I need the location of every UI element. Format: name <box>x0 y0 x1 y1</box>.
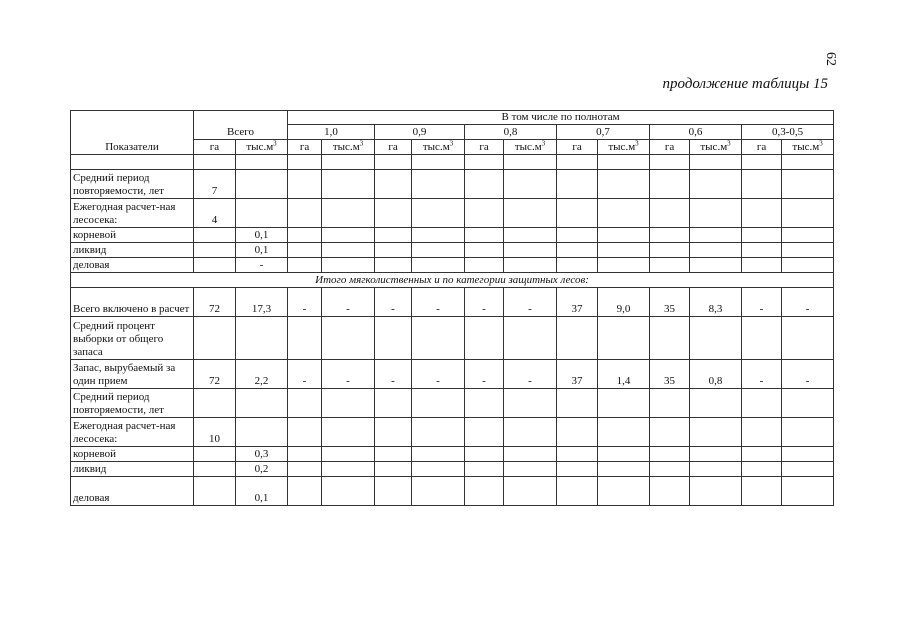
value-cell <box>375 389 412 418</box>
value-cell <box>465 462 504 477</box>
header-unit-ha: га <box>194 140 236 155</box>
value-cell <box>690 228 742 243</box>
value-cell <box>504 389 557 418</box>
row-label: Ежегодная расчет-ная лесосека: <box>71 199 194 228</box>
value-cell <box>742 477 782 506</box>
value-cell <box>504 258 557 273</box>
table-row <box>71 447 834 462</box>
table-row <box>71 477 834 506</box>
value-cell <box>504 243 557 258</box>
value-cell <box>412 389 465 418</box>
value-cell <box>322 389 375 418</box>
value-cell <box>236 389 288 418</box>
value-cell <box>650 243 690 258</box>
empty-cell <box>557 155 598 170</box>
value-cell <box>375 477 412 506</box>
value-cell <box>288 317 322 360</box>
row-label: Средний процент выборки от общего запаса <box>71 317 194 360</box>
header-unit-vol: $тыс.м^3$ <box>412 140 465 155</box>
value-cell <box>650 418 690 447</box>
header-density: 0,3-0,5 <box>742 125 834 140</box>
value-cell: 72 <box>194 360 236 389</box>
unit-superscript: 3 <box>635 139 639 148</box>
value-cell <box>375 462 412 477</box>
table-row <box>71 389 834 418</box>
value-cell <box>236 418 288 447</box>
value-cell <box>412 228 465 243</box>
value-cell: - <box>375 288 412 317</box>
value-cell <box>557 477 598 506</box>
value-cell: 0,3 <box>236 447 288 462</box>
table-header <box>71 111 834 155</box>
value-cell <box>375 228 412 243</box>
value-cell <box>412 199 465 228</box>
value-cell <box>194 477 236 506</box>
value-cell: 10 <box>194 418 236 447</box>
value-cell <box>322 317 375 360</box>
section-row <box>71 273 834 288</box>
value-cell <box>322 199 375 228</box>
value-cell: - <box>412 288 465 317</box>
value-cell <box>598 170 650 199</box>
header-unit-ha: га <box>650 140 690 155</box>
value-cell <box>690 317 742 360</box>
value-cell <box>650 462 690 477</box>
value-cell <box>504 418 557 447</box>
table-row <box>71 228 834 243</box>
empty-cell <box>690 155 742 170</box>
value-cell <box>690 199 742 228</box>
row-label: Ежегодная расчет-ная лесосека: <box>71 418 194 447</box>
value-cell <box>598 317 650 360</box>
value-cell: - <box>504 360 557 389</box>
empty-cell <box>782 155 834 170</box>
table-row <box>71 288 834 317</box>
section-title: Итого мягколиственных и по категории защитных лесов: <box>71 273 834 288</box>
value-cell <box>598 418 650 447</box>
row-label: деловая <box>71 258 194 273</box>
value-cell <box>742 170 782 199</box>
value-cell <box>504 477 557 506</box>
value-cell <box>782 170 834 199</box>
row-label: Средний период повторяемости, лет <box>71 389 194 418</box>
value-cell <box>690 243 742 258</box>
value-cell <box>742 228 782 243</box>
value-cell <box>194 228 236 243</box>
value-cell <box>412 258 465 273</box>
empty-cell <box>236 155 288 170</box>
value-cell <box>504 317 557 360</box>
value-cell <box>598 228 650 243</box>
unit-superscript: 3 <box>727 139 731 148</box>
value-cell <box>322 243 375 258</box>
value-cell <box>465 258 504 273</box>
value-cell <box>412 462 465 477</box>
value-cell <box>782 389 834 418</box>
value-cell <box>742 258 782 273</box>
empty-cell <box>322 155 375 170</box>
empty-cell <box>650 155 690 170</box>
value-cell <box>782 199 834 228</box>
value-cell <box>598 477 650 506</box>
header-unit-ha: га <box>557 140 598 155</box>
value-cell <box>412 447 465 462</box>
value-cell <box>557 462 598 477</box>
table-row <box>71 317 834 360</box>
value-cell: - <box>412 360 465 389</box>
empty-cell <box>412 155 465 170</box>
header-density: 1,0 <box>288 125 375 140</box>
value-cell <box>412 477 465 506</box>
header-unit-vol: $тыс.м^3$ <box>782 140 834 155</box>
value-cell <box>465 418 504 447</box>
value-cell <box>236 317 288 360</box>
value-cell <box>557 317 598 360</box>
value-cell <box>782 317 834 360</box>
value-cell: 35 <box>650 360 690 389</box>
value-cell <box>598 447 650 462</box>
empty-cell <box>375 155 412 170</box>
empty-cell <box>465 155 504 170</box>
value-cell <box>598 243 650 258</box>
value-cell <box>598 462 650 477</box>
value-cell: 0,1 <box>236 477 288 506</box>
value-cell <box>194 447 236 462</box>
value-cell: - <box>782 360 834 389</box>
value-cell: 2,2 <box>236 360 288 389</box>
value-cell: 0,2 <box>236 462 288 477</box>
value-cell <box>782 462 834 477</box>
value-cell <box>504 447 557 462</box>
value-cell <box>690 477 742 506</box>
value-cell: - <box>288 360 322 389</box>
value-cell <box>690 258 742 273</box>
value-cell: - <box>742 288 782 317</box>
unit-superscript: 3 <box>273 139 277 148</box>
value-cell <box>288 170 322 199</box>
value-cell <box>322 447 375 462</box>
value-cell <box>557 447 598 462</box>
table-row <box>71 199 834 228</box>
header-row <box>71 111 834 125</box>
row-label: Запас, вырубаемый за один прием <box>71 360 194 389</box>
value-cell <box>465 447 504 462</box>
value-cell <box>557 243 598 258</box>
value-cell <box>412 243 465 258</box>
header-indicators: Показатели <box>71 111 194 155</box>
row-label: Средний период повторяемости, лет <box>71 170 194 199</box>
value-cell <box>412 418 465 447</box>
header-unit-vol: $тыс.м^3$ <box>322 140 375 155</box>
value-cell <box>236 170 288 199</box>
value-cell <box>690 418 742 447</box>
value-cell: - <box>504 288 557 317</box>
value-cell <box>782 228 834 243</box>
value-cell <box>375 170 412 199</box>
header-density: 0,7 <box>557 125 650 140</box>
value-cell <box>375 317 412 360</box>
value-cell <box>288 477 322 506</box>
table-row <box>71 462 834 477</box>
value-cell <box>557 418 598 447</box>
value-cell <box>650 317 690 360</box>
spacer-row <box>71 155 834 170</box>
value-cell <box>465 199 504 228</box>
value-cell <box>650 228 690 243</box>
unit-superscript: 3 <box>449 139 454 148</box>
value-cell <box>375 418 412 447</box>
value-cell <box>375 258 412 273</box>
value-cell <box>504 170 557 199</box>
value-cell <box>742 447 782 462</box>
header-unit-vol: $тыс.м^3$ <box>236 140 288 155</box>
value-cell <box>598 199 650 228</box>
value-cell <box>557 258 598 273</box>
value-cell: 17,3 <box>236 288 288 317</box>
value-cell: - <box>465 360 504 389</box>
value-cell <box>194 243 236 258</box>
value-cell <box>412 170 465 199</box>
value-cell <box>504 199 557 228</box>
value-cell <box>690 447 742 462</box>
value-cell <box>412 317 465 360</box>
value-cell: - <box>465 288 504 317</box>
value-cell <box>322 228 375 243</box>
value-cell <box>742 243 782 258</box>
value-cell <box>650 389 690 418</box>
value-cell: 9,0 <box>598 288 650 317</box>
value-cell <box>782 418 834 447</box>
value-cell: 8,3 <box>690 288 742 317</box>
value-cell <box>650 477 690 506</box>
header-by-density: В том числе по полнотам <box>288 111 834 125</box>
value-cell <box>375 199 412 228</box>
empty-cell <box>194 155 236 170</box>
value-cell <box>375 243 412 258</box>
value-cell <box>650 170 690 199</box>
value-cell <box>782 447 834 462</box>
value-cell <box>504 462 557 477</box>
value-cell <box>650 258 690 273</box>
value-cell <box>322 477 375 506</box>
value-cell <box>465 389 504 418</box>
value-cell <box>690 170 742 199</box>
value-cell <box>598 389 650 418</box>
value-cell <box>322 170 375 199</box>
row-label: корневой <box>71 447 194 462</box>
unit-superscript: 3 <box>819 139 823 148</box>
table-row <box>71 418 834 447</box>
value-cell: - <box>288 288 322 317</box>
row-label: ликвид <box>71 243 194 258</box>
value-cell <box>690 462 742 477</box>
value-cell <box>650 199 690 228</box>
value-cell <box>322 462 375 477</box>
value-cell <box>690 389 742 418</box>
value-cell <box>557 228 598 243</box>
value-cell: 0,1 <box>236 243 288 258</box>
value-cell: - <box>782 288 834 317</box>
value-cell <box>322 258 375 273</box>
header-unit-ha: га <box>465 140 504 155</box>
header-density: 0,6 <box>650 125 742 140</box>
value-cell: 35 <box>650 288 690 317</box>
value-cell: 7 <box>194 170 236 199</box>
value-cell: 0,1 <box>236 228 288 243</box>
data-table <box>70 110 834 506</box>
value-cell <box>650 447 690 462</box>
value-cell <box>742 199 782 228</box>
value-cell: - <box>375 360 412 389</box>
value-cell <box>194 462 236 477</box>
table-row <box>71 170 834 199</box>
header-density: 0,8 <box>465 125 557 140</box>
value-cell <box>782 477 834 506</box>
value-cell <box>465 228 504 243</box>
empty-cell <box>288 155 322 170</box>
value-cell <box>742 462 782 477</box>
value-cell <box>288 228 322 243</box>
value-cell <box>465 317 504 360</box>
value-cell <box>742 317 782 360</box>
value-cell <box>322 418 375 447</box>
header-unit-vol: $тыс.м^3$ <box>504 140 557 155</box>
value-cell <box>194 317 236 360</box>
value-cell <box>288 418 322 447</box>
value-cell: - <box>322 288 375 317</box>
value-cell <box>236 199 288 228</box>
value-cell <box>465 170 504 199</box>
header-unit-vol: $тыс.м^3$ <box>598 140 650 155</box>
header-unit-ha: га <box>742 140 782 155</box>
page-number: 62 <box>823 52 838 66</box>
value-cell <box>557 170 598 199</box>
empty-cell <box>71 155 194 170</box>
header-total: Всего <box>194 111 288 140</box>
row-label: ликвид <box>71 462 194 477</box>
value-cell <box>598 258 650 273</box>
value-cell <box>465 477 504 506</box>
unit-superscript: 3 <box>359 139 364 148</box>
header-unit-vol: $тыс.м^3$ <box>690 140 742 155</box>
value-cell: 1,4 <box>598 360 650 389</box>
value-cell <box>375 447 412 462</box>
table-row <box>71 243 834 258</box>
value-cell: 0,8 <box>690 360 742 389</box>
value-cell <box>465 243 504 258</box>
value-cell <box>782 258 834 273</box>
empty-cell <box>504 155 557 170</box>
value-cell <box>288 243 322 258</box>
header-unit-ha: га <box>375 140 412 155</box>
value-cell <box>288 199 322 228</box>
value-cell <box>504 228 557 243</box>
value-cell: - <box>236 258 288 273</box>
unit-superscript: 3 <box>541 139 546 148</box>
value-cell <box>742 418 782 447</box>
empty-cell <box>742 155 782 170</box>
value-cell <box>557 389 598 418</box>
value-cell: 4 <box>194 199 236 228</box>
value-cell: 37 <box>557 288 598 317</box>
value-cell <box>782 243 834 258</box>
value-cell <box>742 389 782 418</box>
row-label: деловая <box>71 477 194 506</box>
table-row <box>71 258 834 273</box>
table-body <box>71 155 834 506</box>
value-cell <box>194 258 236 273</box>
empty-cell <box>598 155 650 170</box>
value-cell: - <box>742 360 782 389</box>
value-cell <box>288 389 322 418</box>
value-cell: 37 <box>557 360 598 389</box>
value-cell <box>194 389 236 418</box>
value-cell <box>288 447 322 462</box>
table-row <box>71 360 834 389</box>
value-cell: 72 <box>194 288 236 317</box>
value-cell <box>288 462 322 477</box>
value-cell <box>557 199 598 228</box>
value-cell <box>288 258 322 273</box>
table-caption: продолжение таблицы 15 <box>662 76 828 92</box>
value-cell: - <box>322 360 375 389</box>
header-unit-ha: га <box>288 140 322 155</box>
row-label: Всего включено в расчет <box>71 288 194 317</box>
row-label: корневой <box>71 228 194 243</box>
header-density: 0,9 <box>375 125 465 140</box>
